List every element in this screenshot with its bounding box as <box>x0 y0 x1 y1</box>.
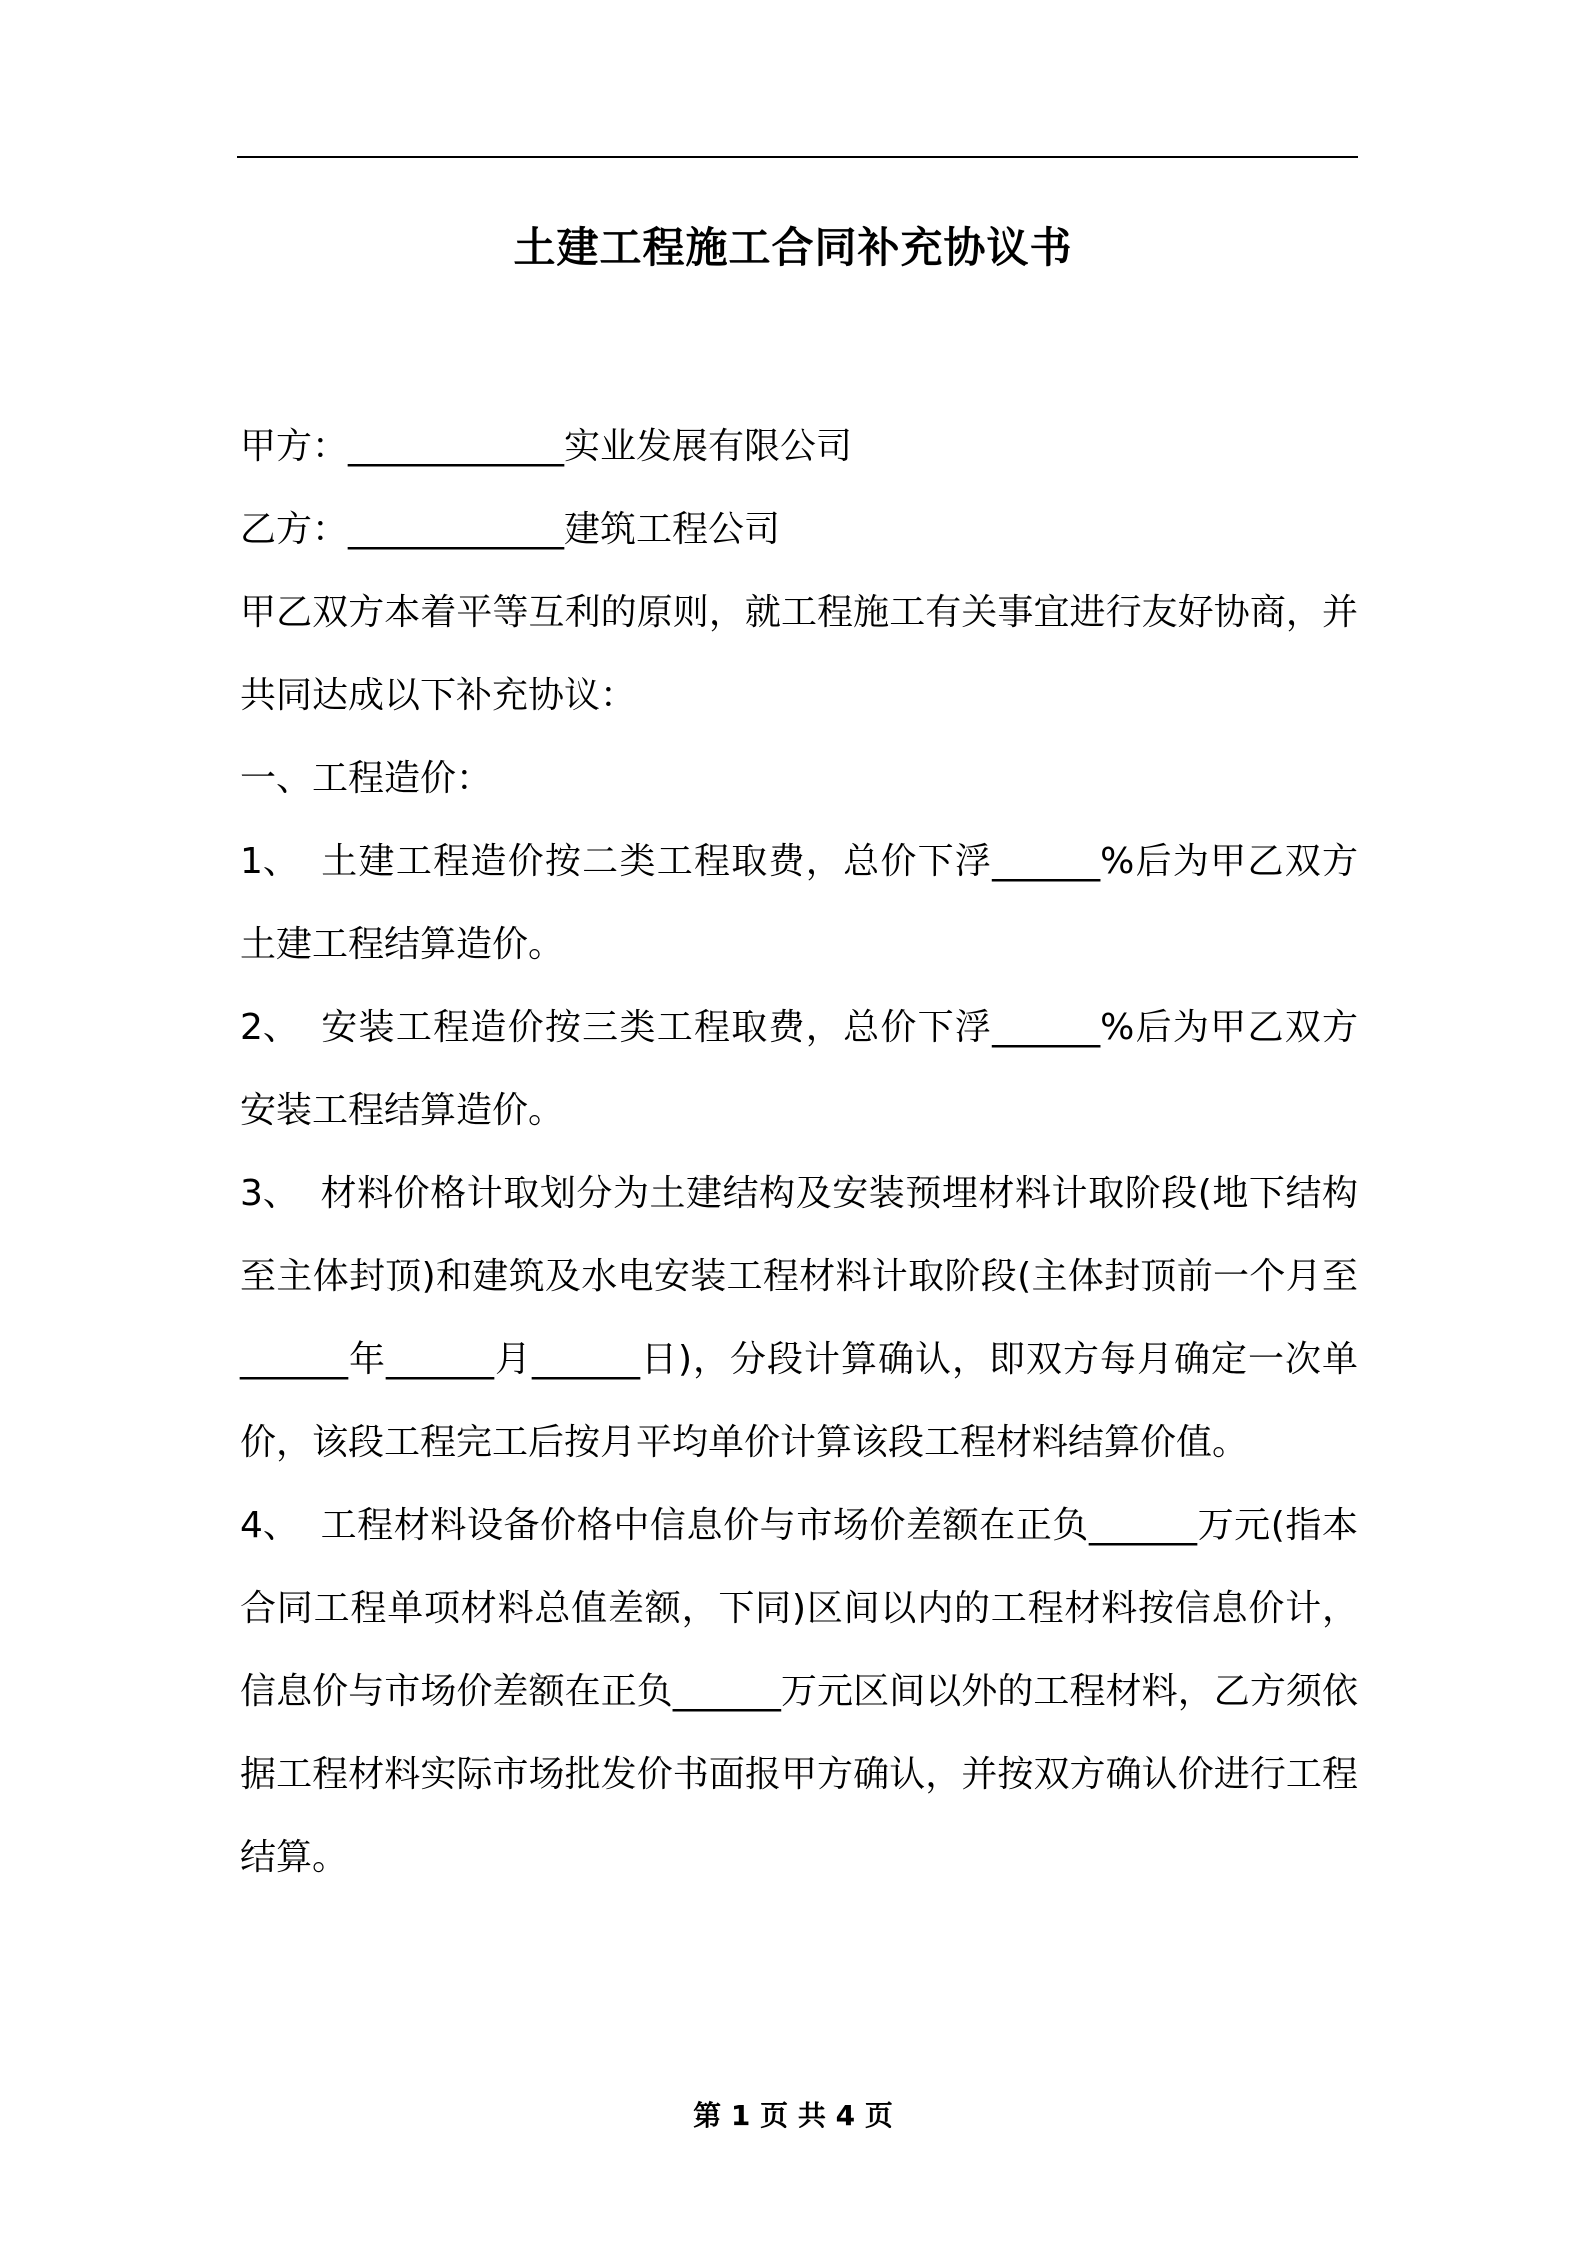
clause-text: 土建工程造价按二类工程取费，总价下浮______%后为甲乙双方土建工程结算造价。 <box>240 841 1358 965</box>
page-indicator: 第 1 页 共 4 页 <box>693 2099 893 2132</box>
document-body <box>240 405 1358 1899</box>
section-heading: 一、工程造价： <box>240 758 493 799</box>
party-b-line: 乙方：____________建筑工程公司 <box>240 509 781 550</box>
document-title: 土建工程施工合同补充协议书 <box>513 223 1073 272</box>
clause-item <box>240 1152 1358 1484</box>
header-rule <box>237 156 1358 158</box>
clause-number: 3、 <box>240 1173 299 1214</box>
clause-text: 安装工程造价按三类工程取费，总价下浮______%后为甲乙双方安装工程结算造价。 <box>240 1007 1358 1131</box>
clause-number: 2、 <box>240 1007 299 1048</box>
clause-text: 材料价格计取划分为土建结构及安装预埋材料计取阶段(地下结构至主体封顶)和建筑及水电安装工程材料计取阶段(主体封顶前一个月至______年______月______日)，分段计算确认，即双方每月确定一次单价，该段工程完工后按月平均单价计算该段工程材料结算价值。 <box>240 1173 1358 1463</box>
clause-item <box>240 986 1358 1152</box>
clause-text: 工程材料设备价格中信息价与市场价差额在正负______万元(指本合同工程单项材料总值差额，下同)区间以内的工程材料按信息价计，信息价与市场价差额在正负______万元区间以外的工程材料，乙方须依据工程材料实际市场批发价书面报甲方确认，并按双方确认价进行工程结算。 <box>240 1505 1358 1878</box>
party-a-line: 甲方：____________实业发展有限公司 <box>240 426 853 467</box>
clause-number: 1、 <box>240 841 299 882</box>
clause-item <box>240 820 1358 986</box>
clause-number: 4、 <box>240 1505 299 1546</box>
intro-paragraph: 甲乙双方本着平等互利的原则，就工程施工有关事宜进行友好协商，并共同达成以下补充协议： <box>240 592 1358 716</box>
clause-item <box>240 1484 1358 1899</box>
